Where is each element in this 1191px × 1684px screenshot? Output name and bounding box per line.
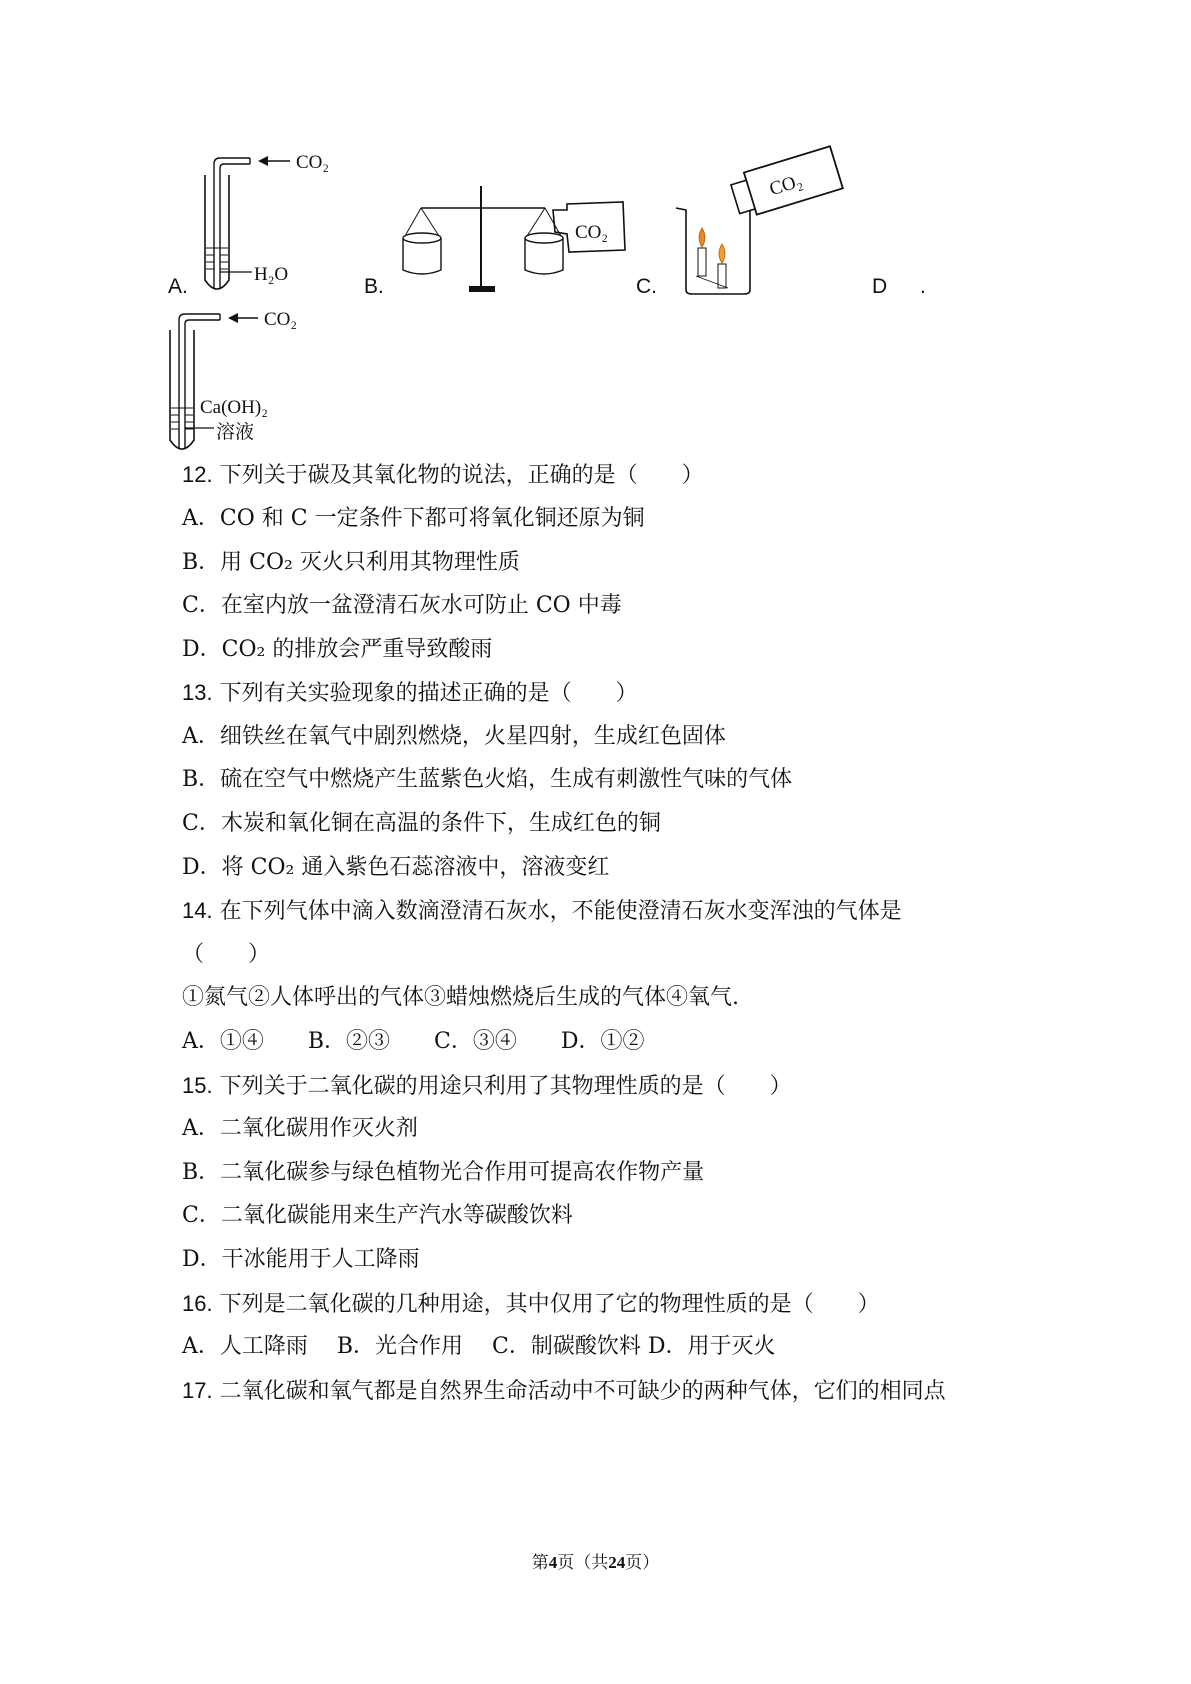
figure-d-letter: D xyxy=(872,275,888,298)
question-14-options: A．①④ B．②③ C．③④ D．①② xyxy=(182,1029,645,1054)
question-12-stem: 12. 下列关于碳及其氧化物的说法，正确的是（ ） xyxy=(182,462,704,488)
figure-c-gas-label: CO₂ xyxy=(767,170,805,201)
question-16-stem: 16. 下列是二氧化碳的几种用途，其中仅用了它的物理性质的是（ ） xyxy=(182,1291,880,1317)
question-13-option-c: C．木炭和氧化铜在高温的条件下，生成红色的铜 xyxy=(182,811,661,836)
page-footer: 第4页（共24页） xyxy=(531,1553,660,1573)
question-17-stem: 17. 二氧化碳和氧气都是自然界生命活动中不可缺少的两种气体，它们的相同点 xyxy=(182,1378,946,1404)
figure-d-gas-label: CO₂ xyxy=(264,309,298,330)
figure-b-balance-co2 xyxy=(395,180,635,305)
figure-c-letter: C. xyxy=(636,275,657,298)
figure-a-letter: A. xyxy=(168,275,188,298)
figure-a-gas-label: CO₂ xyxy=(296,152,330,173)
question-15-option-c: C．二氧化碳能用来生产汽水等碳酸饮料 xyxy=(182,1203,573,1228)
question-15-option-a: A．二氧化碳用作灭火剂 xyxy=(182,1116,418,1141)
question-12-option-d: D．CO₂ 的排放会严重导致酸雨 xyxy=(182,637,493,662)
question-15-stem: 15. 下列关于二氧化碳的用途只利用了其物理性质的是（ ） xyxy=(182,1073,792,1099)
figure-d-test-tube-limewater xyxy=(162,300,362,460)
question-13-option-a: A．细铁丝在氧气中剧烈燃烧，火星四射，生成红色固体 xyxy=(182,724,726,749)
question-14-stem-continued: （ ） xyxy=(182,942,271,967)
figure-a-test-tube-water xyxy=(190,140,350,300)
question-14-items: ①氮气②人体呼出的气体③蜡烛燃烧后生成的气体④氧气. xyxy=(182,985,739,1010)
figure-d-liquid-label-2: 溶液 xyxy=(216,422,255,443)
question-13-option-b: B．硫在空气中燃烧产生蓝紫色火焰，生成有刺激性气味的气体 xyxy=(182,767,793,792)
question-15-option-d: D．干冰能用于人工降雨 xyxy=(182,1247,420,1272)
question-12-option-c: C．在室内放一盆澄清石灰水可防止 CO 中毒 xyxy=(182,593,622,618)
figure-d-liquid-label-1: Ca(OH)₂ xyxy=(200,397,268,418)
figure-c-pouring-co2-candles xyxy=(668,140,858,305)
page-number: 4 xyxy=(548,1553,558,1572)
question-16-options: A．人工降雨 B．光合作用 C．制碳酸饮料 D．用于灭火 xyxy=(182,1334,776,1359)
question-12-option-a: A．CO 和 C 一定条件下都可将氧化铜还原为铜 xyxy=(182,506,645,531)
total-pages: 24 xyxy=(608,1553,626,1572)
question-12-option-b: B．用 CO₂ 灭火只利用其物理性质 xyxy=(182,550,520,575)
figure-d-dot: . xyxy=(920,275,926,298)
question-13-option-d: D．将 CO₂ 通入紫色石蕊溶液中，溶液变红 xyxy=(182,855,610,880)
figure-b-letter: B. xyxy=(364,275,384,298)
question-14-stem: 14. 在下列气体中滴入数滴澄清石灰水，不能使澄清石灰水变浑浊的气体是 xyxy=(182,898,902,924)
figure-a-liquid-label: H₂O xyxy=(254,264,289,285)
figure-b-gas-label: CO₂ xyxy=(575,222,609,243)
question-13-stem: 13. 下列有关实验现象的描述正确的是（ ） xyxy=(182,680,638,706)
question-15-option-b: B．二氧化碳参与绿色植物光合作用可提高农作物产量 xyxy=(182,1160,705,1185)
